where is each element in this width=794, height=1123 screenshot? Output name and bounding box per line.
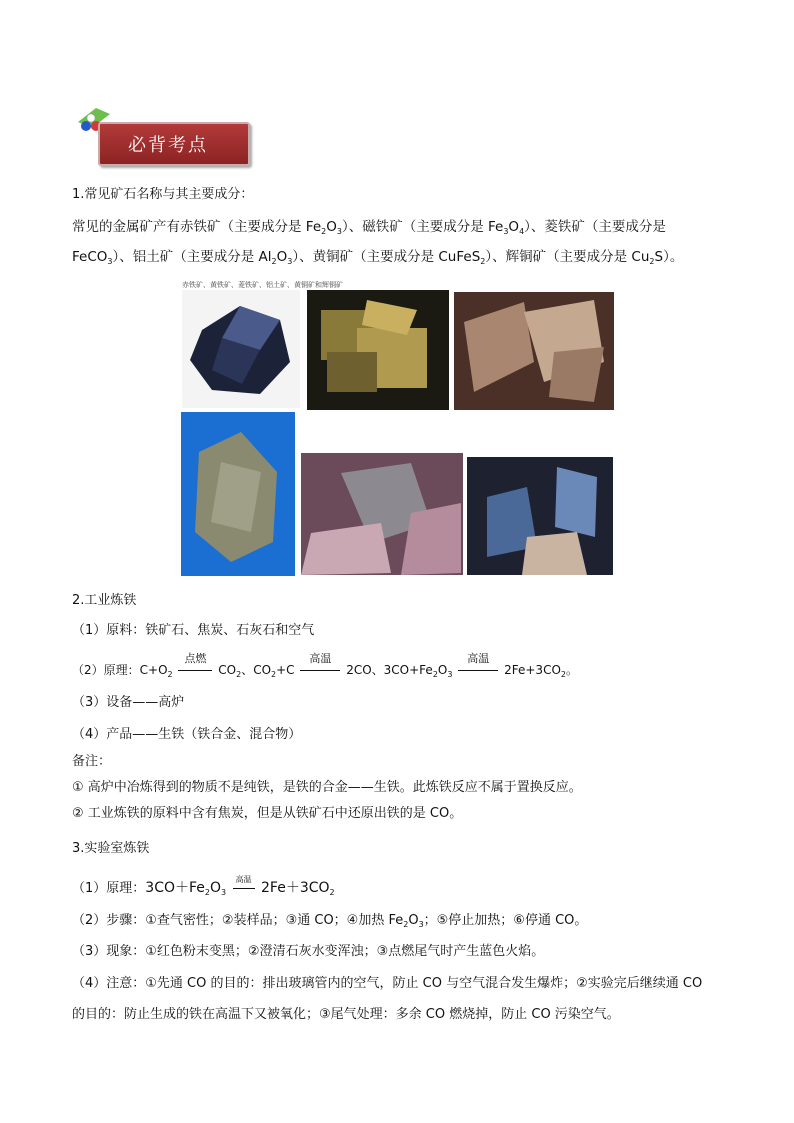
product: （4）产品——生铁（铁合金、混合物）	[72, 727, 302, 742]
section1-para-line2: FeCO$_3$）、铝土矿（主要成分是 $Al_2O_3$）、黄铜矿（主要成分是 CuFeS$_2$）、辉铜矿（主要成分是 $Cu_2S$）。	[72, 249, 684, 266]
raw-materials: （1）原料：铁矿石、焦炭、石灰石和空气	[72, 623, 315, 638]
lab-equation: （1）原理：$3CO+Fe_2O_3$ 高温 $2Fe+3CO_2$	[72, 875, 335, 897]
banner-title: 必背考点	[128, 135, 208, 156]
lab-note-line1: （4）注意：①先通 CO 的目的：排出玻璃管内的空气，防止 CO 与空气混合发生爆炸；②实验完后继续通 CO	[72, 976, 703, 991]
section1-para-line1: 常见的金属矿产有赤铁矿（主要成分是 $Fe_2O_3$）、磁铁矿（主要成分是 $Fe_3O_4$）、菱铁矿（主要成分是	[72, 219, 666, 236]
lab-note-line2: 的目的：防止生成的铁在高温下又被氧化；③尾气处理：多余 CO 燃烧掉，防止 CO 污染空气。	[72, 1007, 620, 1022]
lab-steps: （2）步骤：①查气密性；②装样品；③通 CO；④加热 $Fe_2O_3$；⑤停止加热；⑥停通 CO。	[72, 913, 588, 929]
section2-heading: 2.工业炼铁	[72, 593, 137, 608]
section3-heading: 3.实验室炼铁	[72, 841, 150, 856]
bauxite-photo	[181, 412, 295, 576]
chalcopyrite-photo	[301, 453, 463, 575]
hematite-photo	[182, 290, 300, 408]
section1-heading: 1.常见矿石名称与其主要成分：	[72, 187, 254, 202]
note-label: 备注：	[72, 754, 112, 769]
note-2: ② 工业炼铁的原料中含有焦炭，但是从铁矿石中还原出铁的是 CO。	[72, 806, 463, 821]
siderite-photo	[454, 292, 614, 410]
lab-phenomenon: （3）现象：①红色粉末变黑；②澄清石灰水变浑浊；③点燃尾气时产生蓝色火焰。	[72, 944, 545, 959]
equipment: （3）设备——高炉	[72, 695, 185, 710]
chalcocite-photo	[467, 457, 613, 575]
pyrite-photo	[307, 290, 449, 410]
photo-caption: 赤铁矿、黄铁矿、菱铁矿、铝土矿、黄铜矿和辉铜矿	[182, 281, 343, 289]
note-1: ① 高炉中冶炼得到的物质不是纯铁，是铁的合金——生铁。此炼铁反应不属于置换反应。	[72, 780, 582, 795]
principle-equations: （2）原理：$C+O_2$ 点燃 $CO_2$、$CO_2+C$ 高温 2CO、$3CO+Fe_2O_3$ 高温 $2Fe+3CO_2$。	[72, 652, 578, 679]
